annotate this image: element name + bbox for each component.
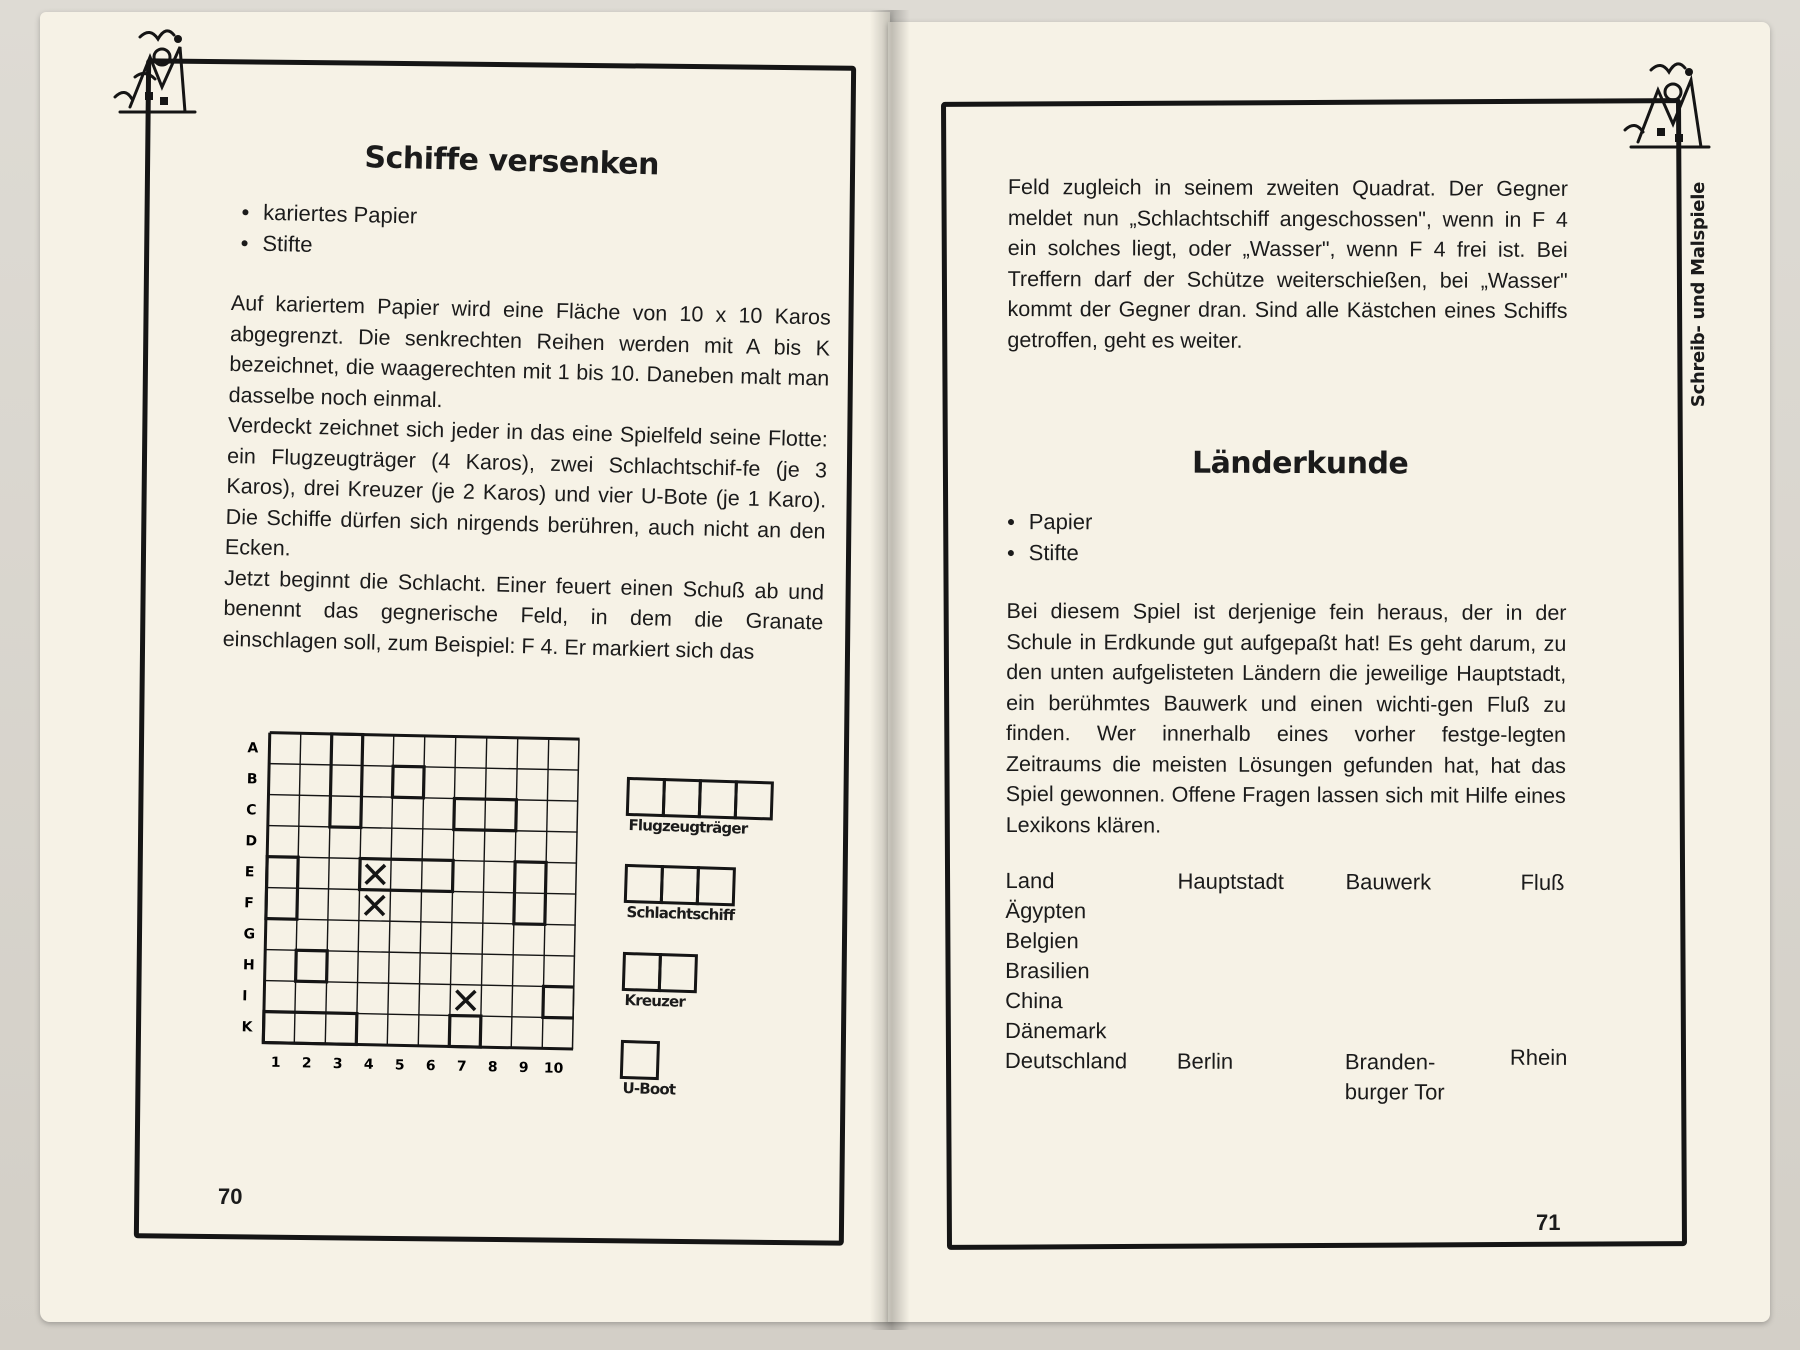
jester-illustration-icon — [1613, 52, 1723, 162]
page-number: 71 — [1528, 1210, 1568, 1236]
page-title: Schiffe versenken — [364, 140, 660, 183]
continuation-paragraph: Feld zugleich in seinem zweiten Quadrat. Der Gegner meldet nun „Schlachtschiff angeschossen", wenn in F 4 ein solches liegt, oder „Wasser", wenn F 4 frei ist. Bei Treffern darf der Schütze weiterschießen, bei „Wasser" kommt der Gegner dran. Sind alle Kästchen eines Schiffs getroffen, geht es weiter. — [1007, 174, 1568, 353]
material-item: ● Stifte — [1007, 537, 1567, 570]
grid-col-label: 8 — [487, 1059, 498, 1076]
grid-row-label: H — [242, 957, 255, 974]
grid-col-label: 9 — [518, 1059, 529, 1077]
table-header-river: Fluß — [1520, 869, 1565, 895]
material-item: ● Papier — [1007, 506, 1567, 539]
battleship-grid — [232, 722, 580, 1134]
grid-col-label: 7 — [456, 1058, 467, 1075]
right-page — [888, 22, 1770, 1322]
page-number: 70 — [210, 1184, 250, 1210]
grid-row-label: C — [245, 802, 257, 819]
legend-battleship-label: Schlachtschiff — [626, 902, 735, 925]
grid-col-label: 3 — [332, 1056, 343, 1073]
table-header-building: Bauwerk — [1345, 869, 1432, 895]
grid-row-label: A — [247, 740, 259, 757]
grid-col-label: 4 — [363, 1056, 374, 1073]
table-header-land: Land — [1005, 867, 1055, 894]
example-river: Rhein — [1509, 1044, 1568, 1070]
legend-carrier — [628, 777, 774, 838]
grid-col-label: 1 — [270, 1054, 281, 1071]
hit-mark — [366, 865, 385, 884]
material-item: ● kariertes Papier — [241, 196, 834, 241]
country-row: China — [1005, 987, 1063, 1014]
ship-outline — [263, 1012, 357, 1045]
country-row: Belgien — [1005, 927, 1079, 954]
legend-cruiser-label: Kreuzer — [624, 990, 686, 1011]
grid-row-label: K — [241, 1019, 253, 1036]
left-page-content — [222, 137, 834, 669]
ship-outline — [449, 1015, 481, 1047]
materials-list — [1007, 506, 1567, 570]
grid-col-label: 6 — [425, 1057, 436, 1075]
grid-col-label: 2 — [301, 1055, 312, 1072]
grid-svg — [232, 722, 580, 1129]
jester-illustration-icon — [100, 17, 210, 127]
example-capital: Berlin — [1176, 1048, 1234, 1074]
legend-carrier-label: Flugzeugträger — [628, 815, 748, 838]
country-table — [1005, 866, 1566, 1108]
example-building-line2: burger Tor — [1344, 1079, 1445, 1105]
ship-outline — [296, 950, 328, 982]
material-item: ● Stifte — [240, 227, 833, 272]
grid-row-label: F — [244, 895, 254, 912]
grid-col-label: 5 — [394, 1057, 405, 1074]
grid-row-label: B — [246, 771, 258, 788]
hit-mark — [365, 896, 384, 915]
ship-outline — [392, 766, 424, 798]
grid-row-label: G — [243, 926, 256, 943]
country-row: Dänemark — [1004, 1017, 1107, 1044]
legend-submarine-label: U-Boot — [622, 1078, 676, 1099]
legend-cruiser — [624, 952, 698, 1011]
grid-col-label: 10 — [543, 1060, 564, 1077]
legend-battleship — [626, 864, 736, 924]
left-page — [40, 12, 890, 1322]
book-spine-shadow — [870, 10, 910, 1330]
grid-row-label: I — [242, 988, 248, 1005]
rules-paragraph: Verdeckt zeichnet sich jeder in das eine Spielfeld seine Flotte: ein Flugzeugträger (4 Karos), zwei Schlachtschif-fe (je 3 Karos), drei Kreuzer (je 2 Karos) und vier U-Bote (je 1 Karo). Die Schiffe dürfen sich nirgends berühren, auch nicht an den Ecken. — [224, 412, 829, 561]
grid-row-label: D — [245, 833, 258, 850]
hit-mark — [456, 991, 475, 1010]
ship-outline — [330, 734, 363, 828]
section-side-tab: Schreib- und Malspiele — [1688, 182, 1709, 408]
rules-paragraph: Jetzt beginnt die Schlacht. Einer feuert einen Schuß ab und benennt das gegnerische Feld, in dem die Granate einschlagen soll, zum Beispiel: F 4. Er markiert sich das — [222, 565, 825, 664]
ship-outline — [543, 986, 575, 1018]
example-building-line1: Branden- — [1344, 1049, 1436, 1075]
country-row: Ägypten — [1005, 897, 1087, 924]
page-title: Länderkunde — [1191, 445, 1409, 482]
rules-paragraph: Auf kariertem Papier wird eine Fläche von 10 x 10 Karos abgegrenzt. Die senkrechten Reihen werden mit A bis K bezeichnet, die waagerechten mit 1 bis 10. Daneben malt man dasselbe noch einmal. — [228, 290, 832, 412]
table-header-capital: Hauptstadt — [1177, 868, 1284, 894]
description-paragraph: Bei diesem Spiel ist derjenige fein heraus, der in der Schule in Erdkunde gut aufgepaßt hat! Es geht darum, zu den unten aufgelisteten Ländern die jeweilige Hauptstadt, ein berühmtes Bauwerk und einen wichti-gen Fluß zu finden. Wer innerhalb eines vorher festge-legten Zeitraums die meisten Lösungen gefunden hat, hat das Spiel gewonnen. Offene Fragen lassen sich mit Hilfe eines Lexikons klären. — [1005, 598, 1567, 838]
right-page-content — [1005, 172, 1568, 1108]
grid-row-label: E — [244, 864, 255, 881]
legend-submarine — [622, 1040, 677, 1099]
country-row: Brasilien — [1005, 957, 1090, 984]
country-row: Deutschland — [1004, 1047, 1128, 1074]
